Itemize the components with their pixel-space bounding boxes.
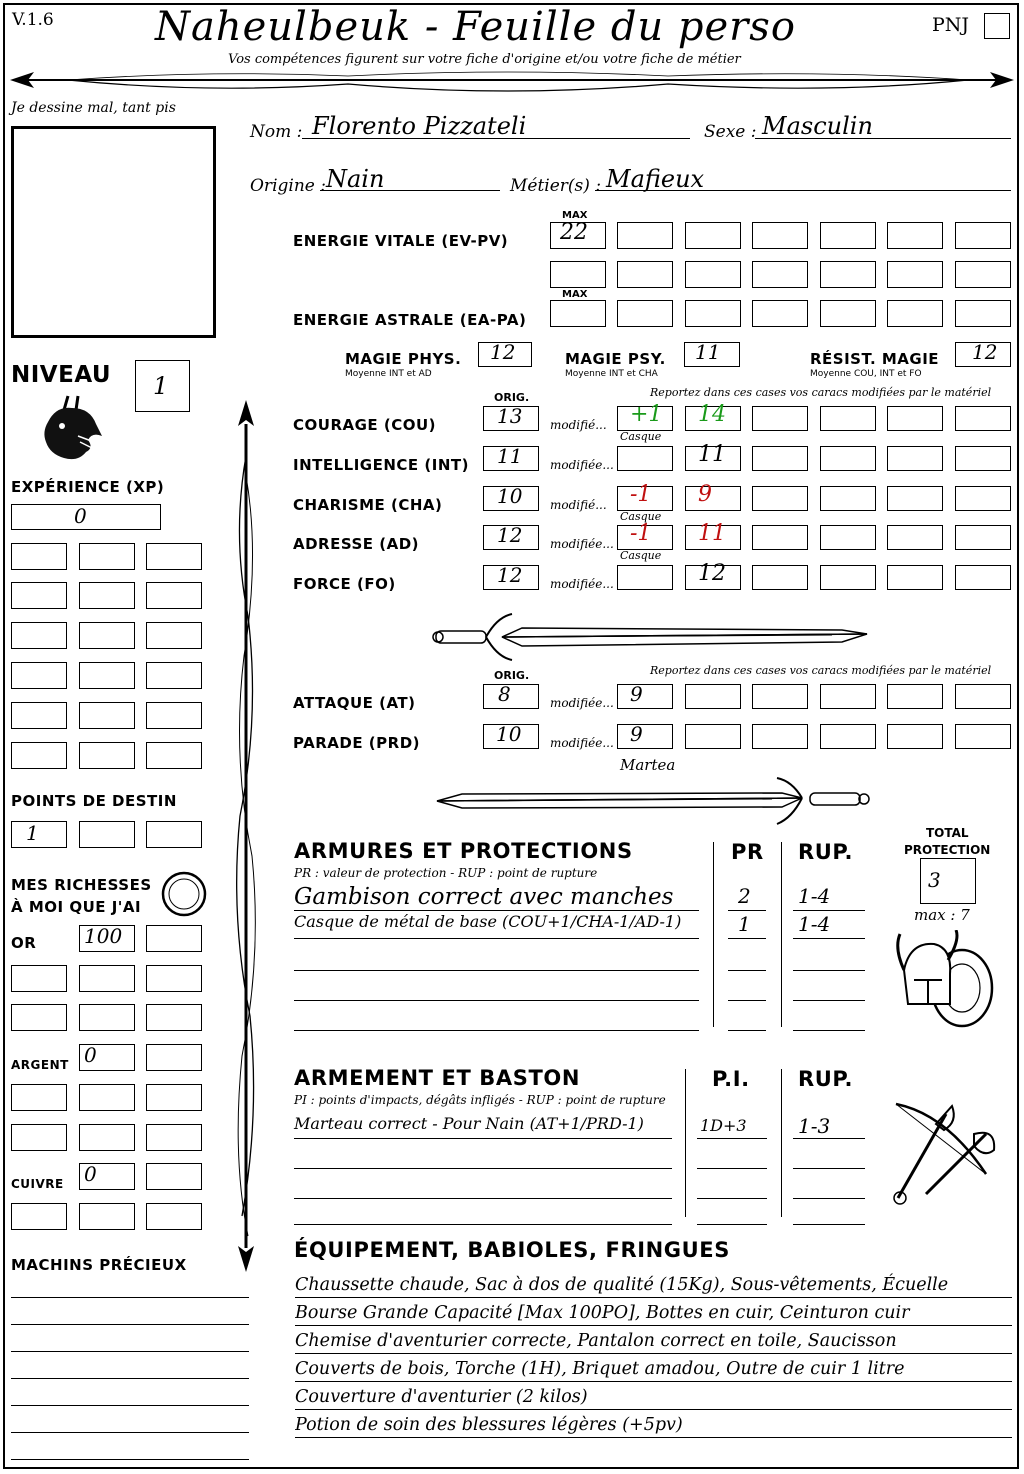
stat-extra-box[interactable] [752, 525, 808, 550]
armures-note: PR : valeur de protection - RUP : point de rupture [294, 866, 598, 880]
ev-box-row2-2[interactable] [617, 261, 673, 288]
armor-name-line[interactable] [294, 970, 699, 971]
stat-label: ADRESSE (AD) [293, 535, 420, 553]
attaque-extra-box-5[interactable] [955, 684, 1011, 709]
armement-rup-header: RUP. [798, 1067, 854, 1091]
armor-pr-line[interactable] [728, 910, 766, 911]
resist-magie-value: 12 [972, 340, 998, 364]
stat-mod-value: +1 [630, 402, 663, 427]
ea-box-6[interactable] [955, 300, 1011, 327]
xp-value: 0 [74, 504, 87, 528]
weapon-name-line[interactable] [294, 1138, 672, 1139]
total-protection-label-1: TOTAL [926, 826, 969, 840]
machins-label: MACHINS PRÉCIEUX [11, 1256, 187, 1274]
weapons-icon [886, 1094, 1006, 1214]
ea-box-2[interactable] [685, 300, 741, 327]
pnj-label: PNJ [932, 14, 970, 36]
xp-label: EXPÉRIENCE (XP) [11, 478, 165, 496]
xp-grid-box[interactable] [146, 582, 202, 609]
stat-final-value: 14 [698, 402, 726, 427]
money-box[interactable] [146, 965, 202, 992]
parade-mod-value: 9 [630, 722, 643, 746]
parade-label: PARADE (PRD) [293, 734, 421, 752]
stat-label: CHARISME (CHA) [293, 496, 443, 514]
portrait-caption: Je dessine mal, tant pis [11, 100, 176, 116]
magie-psy-label: MAGIE PSY. [565, 350, 666, 368]
combat-mod-note: Martea [620, 756, 676, 774]
niveau-label: NIVEAU [11, 362, 112, 388]
argent-label: ARGENT [11, 1058, 69, 1072]
attaque-mod-label: modifiée... [550, 696, 614, 710]
attaque-orig-value: 8 [498, 682, 511, 706]
armor-name-line[interactable] [294, 1030, 699, 1031]
xp-grid-box[interactable] [146, 543, 202, 570]
armor-pr: 2 [738, 884, 751, 908]
ev-box-row2-6[interactable] [887, 261, 943, 288]
money-box[interactable] [79, 1004, 135, 1031]
magie-phys-note: Moyenne INT et AD [345, 369, 432, 379]
sheet-subtitle: Vos compétences figurent sur votre fiche d'origine et/ou votre fiche de métier [228, 52, 741, 67]
equipment-line[interactable]: Couverts de bois, Torche (1H), Briquet amadou, Outre de cuir 1 litre [295, 1357, 1012, 1382]
ev-box-4[interactable] [820, 222, 876, 249]
parade-mod-label: modifiée... [550, 736, 614, 750]
stat-mod-box[interactable] [617, 565, 673, 590]
armement-col-sep-2 [781, 1069, 782, 1217]
stat-extra-box[interactable] [887, 565, 943, 590]
ev-max-value: 22 [560, 220, 588, 245]
machins-line[interactable] [11, 1351, 249, 1352]
helmet-shield-icon [890, 930, 1000, 1030]
magie-psy-note: Moyenne INT et CHA [565, 369, 658, 379]
stat-extra-box[interactable] [955, 525, 1011, 550]
equipement-title: ÉQUIPEMENT, BABIOLES, FRINGUES [294, 1238, 730, 1262]
armement-pi-header: P.I. [712, 1067, 750, 1091]
machins-line[interactable] [11, 1297, 249, 1298]
spear-vertical-icon [226, 396, 266, 1276]
ea-box-1[interactable] [617, 300, 673, 327]
parade-extra-box-3[interactable] [820, 724, 876, 749]
metier-value[interactable]: Mafieux [606, 165, 705, 193]
argent-value: 0 [84, 1043, 97, 1067]
stat-mod-note: Casque [620, 549, 662, 562]
ev-box-row2-7[interactable] [955, 261, 1011, 288]
machins-line[interactable] [11, 1405, 249, 1406]
ev-box-2[interactable] [685, 222, 741, 249]
total-protection-value: 3 [928, 868, 941, 892]
armor-rup: 1-4 [798, 912, 831, 936]
ev-box-row2-5[interactable] [820, 261, 876, 288]
stat-label: COURAGE (COU) [293, 416, 437, 434]
or-value: 100 [84, 924, 123, 948]
pnj-checkbox[interactable] [984, 13, 1010, 39]
resist-magie-label: RÉSIST. MAGIE [810, 350, 940, 368]
magie-phys-value: 12 [490, 340, 516, 364]
weapon-pi-line[interactable] [697, 1198, 767, 1199]
or-box-2[interactable] [146, 925, 202, 952]
stat-mod-note: Casque [620, 430, 662, 443]
xp-grid-box[interactable] [11, 622, 67, 649]
armor-name-line[interactable] [294, 910, 699, 911]
sheet-title: Naheulbeuk - Feuille du perso [155, 4, 796, 50]
stat-extra-box[interactable] [887, 486, 943, 511]
stat-extra-box[interactable] [820, 525, 876, 550]
xp-grid-box[interactable] [79, 702, 135, 729]
origine-value[interactable]: Nain [326, 165, 385, 193]
magie-phys-label: MAGIE PHYS. [345, 350, 462, 368]
destin-box-1[interactable] [11, 821, 67, 848]
ev-box-row2-3[interactable] [685, 261, 741, 288]
attaque-mod-value: 9 [630, 682, 643, 706]
stat-mod-label: modifié... [550, 498, 607, 512]
weapon-pi-line[interactable] [697, 1138, 767, 1139]
parade-extra-box-2[interactable] [752, 724, 808, 749]
stat-final-box[interactable] [685, 486, 741, 511]
portrait-box[interactable] [11, 126, 216, 338]
armement-col-sep-1 [685, 1069, 686, 1217]
stat-mod-value: -1 [630, 482, 652, 507]
attaque-extra-box-1[interactable] [685, 684, 741, 709]
stat-extra-box[interactable] [955, 446, 1011, 471]
xp-grid-box[interactable] [79, 742, 135, 769]
armor-rup-line[interactable] [793, 910, 865, 911]
stat-label: FORCE (FO) [293, 575, 396, 593]
coin-icon [160, 870, 208, 918]
ev-box-5[interactable] [887, 222, 943, 249]
weapon-rup-line[interactable] [793, 1138, 865, 1139]
xp-grid-box[interactable] [146, 622, 202, 649]
money-box[interactable] [146, 1004, 202, 1031]
ev-box-row2-4[interactable] [752, 261, 808, 288]
ev-box-1[interactable] [617, 222, 673, 249]
stat-final-value: 9 [698, 482, 712, 507]
magie-psy-value: 11 [695, 340, 721, 364]
weapon-name-line[interactable] [294, 1224, 672, 1225]
parade-mod-box[interactable] [617, 724, 673, 749]
nom-label: Nom : [250, 122, 303, 142]
xp-grid-box[interactable] [146, 702, 202, 729]
equipment-line[interactable]: Couverture d'aventurier (2 kilos) [295, 1385, 1012, 1410]
stat-mod-box[interactable] [617, 446, 673, 471]
stat-extra-box[interactable] [955, 486, 1011, 511]
attaque-label: ATTAQUE (AT) [293, 694, 416, 712]
ea-max-box[interactable] [550, 300, 606, 327]
weapon-name: Marteau correct - Pour Nain (AT+1/PRD-1) [294, 1114, 644, 1133]
ev-max-label: MAX [562, 210, 588, 221]
sexe-value[interactable]: Masculin [762, 112, 873, 140]
armor-rup-line[interactable] [793, 970, 865, 971]
xp-grid-box[interactable] [79, 582, 135, 609]
stats-report-note: Reportez dans ces cases vos caracs modifiées par le matériel [650, 386, 992, 399]
weapon-rup-line[interactable] [793, 1224, 865, 1225]
resist-magie-note: Moyenne COU, INT et FO [810, 369, 922, 379]
equipment-line[interactable]: Bourse Grande Capacité [Max 100PO], Bottes en cuir, Ceinturon cuir [295, 1301, 1012, 1326]
spear-divider-icon [8, 64, 1016, 98]
stat-final-value: 12 [698, 561, 726, 586]
money-box[interactable] [11, 965, 67, 992]
weapon-pi-line[interactable] [697, 1168, 767, 1169]
money-box[interactable] [11, 1004, 67, 1031]
stat-mod-label: modifiée... [550, 577, 614, 591]
destin-label: POINTS DE DESTIN [11, 792, 177, 810]
stat-mod-value: -1 [630, 521, 652, 546]
weapon-pi: 1D+3 [700, 1116, 747, 1135]
machins-line[interactable] [11, 1324, 249, 1325]
xp-grid-box[interactable] [146, 662, 202, 689]
weapon-pi-line[interactable] [697, 1224, 767, 1225]
or-label: OR [11, 934, 37, 952]
armor-name: Casque de métal de base (COU+1/CHA-1/AD-1) [294, 912, 682, 931]
ev-box-6[interactable] [955, 222, 1011, 249]
armures-rup-header: RUP. [798, 840, 854, 864]
money-box[interactable] [11, 1203, 67, 1230]
total-protection-label-2: PROTECTION [904, 843, 991, 857]
armures-title: ARMURES ET PROTECTIONS [294, 839, 633, 863]
money-box[interactable] [11, 1124, 67, 1151]
total-protection-max: max : 7 [914, 906, 970, 924]
weapon-name-line[interactable] [294, 1198, 672, 1199]
money-box[interactable] [146, 1124, 202, 1151]
machins-line[interactable] [11, 1378, 249, 1379]
armor-name-line[interactable] [294, 1000, 699, 1001]
armor-pr-line[interactable] [728, 938, 766, 939]
stat-extra-box[interactable] [820, 446, 876, 471]
xp-grid-box[interactable] [79, 662, 135, 689]
money-box[interactable] [146, 1084, 202, 1111]
cuivre-label: CUIVRE [11, 1177, 64, 1191]
xp-grid-box[interactable] [146, 742, 202, 769]
armor-pr-line[interactable] [728, 1030, 766, 1031]
weapon-rup: 1-3 [798, 1114, 831, 1138]
money-box[interactable] [146, 1203, 202, 1230]
armures-col-sep-2 [781, 842, 782, 1027]
equipment-line[interactable]: Potion de soin des blessures légères (+5pv) [295, 1413, 1012, 1438]
attaque-extra-box-4[interactable] [887, 684, 943, 709]
equipment-line[interactable]: Chaussette chaude, Sac à dos de qualité (15Kg), Sous-vêtements, Écuelle [295, 1273, 1012, 1298]
ea-max-label: MAX [562, 289, 588, 300]
money-box[interactable] [79, 1124, 135, 1151]
ea-label: ENERGIE ASTRALE (EA-PA) [293, 311, 527, 329]
stat-mod-label: modifié... [550, 418, 607, 432]
stat-extra-box[interactable] [887, 525, 943, 550]
parade-orig-value: 10 [496, 722, 522, 746]
ea-box-3[interactable] [752, 300, 808, 327]
parade-extra-box-4[interactable] [887, 724, 943, 749]
richesses-label-2: À MOI QUE J'AI [11, 898, 142, 916]
sword-icon [432, 612, 872, 662]
armor-rup-line[interactable] [793, 1030, 865, 1031]
stat-extra-box[interactable] [887, 406, 943, 431]
stat-extra-box[interactable] [820, 565, 876, 590]
stat-orig-value: 13 [497, 404, 523, 428]
combat-report-note: Reportez dans ces cases vos caracs modifiées par le matériel [650, 664, 992, 677]
weapon-rup-line[interactable] [793, 1198, 865, 1199]
stat-label: INTELLIGENCE (INT) [293, 456, 469, 474]
xp-grid-box[interactable] [11, 582, 67, 609]
destin-box-3[interactable] [146, 821, 202, 848]
money-box[interactable] [79, 1203, 135, 1230]
stat-orig-value: 11 [497, 444, 523, 468]
stat-mod-label: modifiée... [550, 458, 614, 472]
armor-rup: 1-4 [798, 884, 831, 908]
stat-mod-note: Casque [620, 510, 662, 523]
ev-box-3[interactable] [752, 222, 808, 249]
ev-label: ENERGIE VITALE (EV-PV) [293, 232, 509, 250]
dragon-icon [38, 392, 104, 464]
stat-extra-box[interactable] [955, 406, 1011, 431]
parade-extra-box-1[interactable] [685, 724, 741, 749]
xp-grid-box[interactable] [11, 662, 67, 689]
money-box[interactable] [79, 965, 135, 992]
stat-extra-box[interactable] [752, 406, 808, 431]
attaque-mod-box[interactable] [617, 684, 673, 709]
ev-box-row2-1[interactable] [550, 261, 606, 288]
sexe-label: Sexe : [704, 122, 757, 142]
metier-label: Métier(s) : [510, 176, 602, 196]
xp-grid-box[interactable] [79, 543, 135, 570]
sword-icon-2 [432, 776, 872, 826]
stat-extra-box[interactable] [752, 486, 808, 511]
destin-value: 1 [26, 821, 39, 845]
armor-pr-line[interactable] [728, 970, 766, 971]
argent-box-2[interactable] [146, 1044, 202, 1071]
ea-box-4[interactable] [820, 300, 876, 327]
armures-pr-header: PR [731, 840, 764, 864]
stat-orig-value: 12 [497, 523, 523, 547]
weapon-name-line[interactable] [294, 1168, 672, 1169]
parade-extra-box-5[interactable] [955, 724, 1011, 749]
machins-line[interactable] [11, 1432, 249, 1433]
machins-line[interactable] [11, 1459, 249, 1460]
xp-grid-box[interactable] [11, 543, 67, 570]
xp-grid-box[interactable] [79, 622, 135, 649]
armement-note: PI : points d'impacts, dégâts infligés - RUP : point de rupture [294, 1093, 666, 1107]
stat-extra-box[interactable] [820, 486, 876, 511]
stat-mod-label: modifiée... [550, 537, 614, 551]
armor-rup-line[interactable] [793, 1000, 865, 1001]
nom-value[interactable]: Florento Pizzateli [312, 112, 527, 140]
stat-extra-box[interactable] [887, 446, 943, 471]
stat-final-value: 11 [698, 521, 726, 546]
cuivre-box-2[interactable] [146, 1163, 202, 1190]
stat-extra-box[interactable] [820, 406, 876, 431]
xp-grid-box[interactable] [11, 702, 67, 729]
stat-extra-box[interactable] [955, 565, 1011, 590]
armor-pr: 1 [738, 912, 751, 936]
stat-orig-value: 12 [497, 563, 523, 587]
ea-box-5[interactable] [887, 300, 943, 327]
attaque-extra-box-3[interactable] [820, 684, 876, 709]
combat-orig-label: ORIG. [494, 669, 530, 682]
richesses-label-1: MES RICHESSES [11, 876, 152, 894]
armures-col-sep-1 [713, 842, 714, 1027]
stat-extra-box[interactable] [752, 565, 808, 590]
attaque-orig-box[interactable] [483, 684, 539, 709]
money-box[interactable] [11, 1084, 67, 1111]
xp-grid-box[interactable] [11, 742, 67, 769]
stat-orig-value: 10 [497, 484, 523, 508]
stats-orig-label: ORIG. [494, 391, 530, 404]
niveau-value: 1 [153, 372, 169, 400]
destin-box-2[interactable] [79, 821, 135, 848]
stat-extra-box[interactable] [752, 446, 808, 471]
equipment-line[interactable]: Chemise d'aventurier correcte, Pantalon correct en toile, Saucisson [295, 1329, 1012, 1354]
weapon-rup-line[interactable] [793, 1168, 865, 1169]
armor-pr-line[interactable] [728, 1000, 766, 1001]
armement-title: ARMEMENT ET BASTON [294, 1066, 581, 1090]
money-box[interactable] [79, 1084, 135, 1111]
origine-label: Origine : [250, 176, 326, 196]
armor-rup-line[interactable] [793, 938, 865, 939]
cuivre-value: 0 [84, 1162, 97, 1186]
stat-final-value: 11 [698, 442, 726, 467]
version-label: V.1.6 [12, 10, 54, 30]
armor-name-line[interactable] [294, 938, 699, 939]
attaque-extra-box-2[interactable] [752, 684, 808, 709]
armor-name: Gambison correct avec manches [294, 884, 674, 910]
